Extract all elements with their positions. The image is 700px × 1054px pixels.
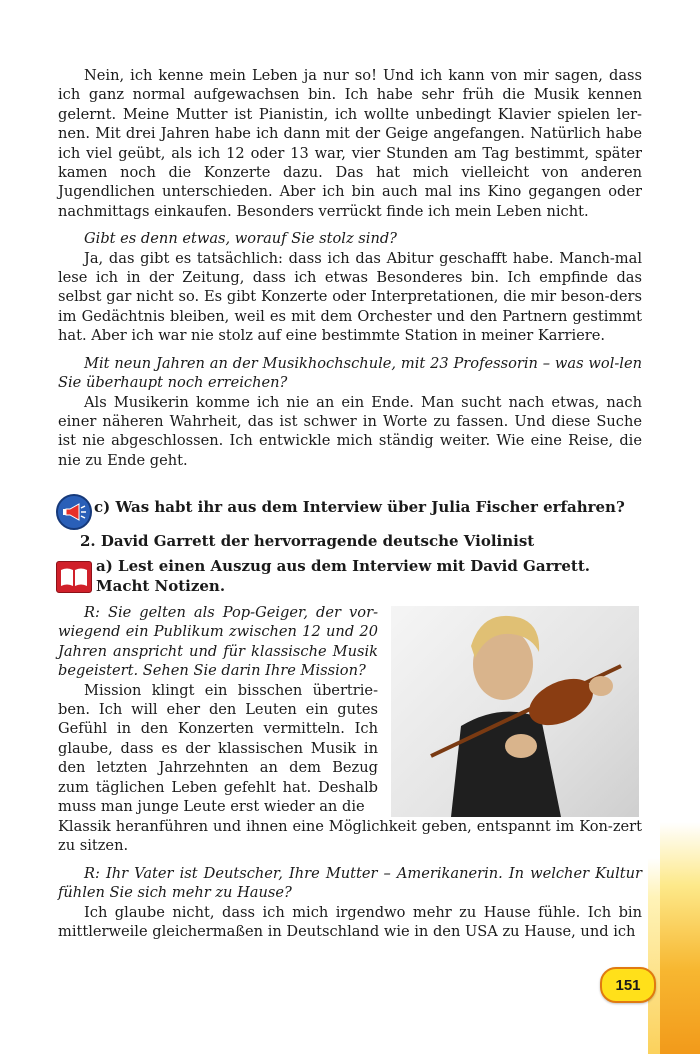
answer-1: Ja, das gibt es tatsächlich: dass ich das Abitur geschafft habe. Manch-mal lese ich in der Zeitung, dass ich etwas Besonderes bin. Ich empfinde das selbst gar nicht so. Es gibt Konzerte oder Interpretationen, die mir beson-ders im Gedächtnis bleiben, weil es mit dem Orchester und den Partnern gestimmt hat. Aber ich war nie stolz auf eine bestimmte Station in meiner Karriere. [58, 249, 642, 345]
answer-3-part-2: Klassik heranführen und ihnen eine Möglichkeit geben, entspannt im Kon-zert zu sitzen. [58, 818, 642, 855]
question-3: R: Sie gelten als Pop-Geiger, der vor-wiegend ein Publikum zwischen 12 und 20 Jahren anspricht und für klassische Musik begeistert. Sehen Sie darin Ihre Mission? [58, 604, 378, 680]
paragraph-1: Nein, ich kenne mein Leben ja nur so! Und ich kann von mir sagen, dass ich ganz normal aufgewachsen bin. Ich habe sehr früh die Musik kennen gelernt. Meine Mutter ist Pianistin, ich wollte unbedingt Klavier spielen ler-nen. Mit drei Jahren habe ich dann mit der Geige angefangen. Natürlich habe ich viel geübt, als ich 12 oder 13 war, vier Stunden am Tag bestimmt, später kamen noch die Konzerte dazu. Das hat mich vielleicht von anderen Jugendlichen unterschieden. Aber ich bin auch mal ins Kino gegangen oder nachmittags einkaufen. Besonders verrückt finde ich mein Leben nicht. [58, 67, 642, 220]
answer-2: Als Musikerin komme ich nie an ein Ende. Man sucht nach etwas, nach einer näheren Wahrheit, das ist schwer in Worte zu fassen. Und diese Suche ist nie abgeschlossen. Ich entwickle mich ständig weiter. Wie eine Reise, die nie zu Ende geht. [58, 393, 642, 469]
interview-text-block [58, 66, 642, 470]
answer-4: Ich glaube nicht, dass ich mich irgendwo mehr zu Hause fühle. Ich bin mittlerweile gleichermaßen in Deutschland wie in den USA zu Hause, und ich [58, 903, 642, 941]
page-edge-color-bar [660, 0, 700, 1054]
question-2: Mit neun Jahren an der Musikhochschule, mit 23 Professorin – was wol-len Sie überhaupt noch erreichen? [58, 354, 642, 392]
page-number: 151 [600, 967, 656, 1003]
task-c-prompt: c) Was habt ihr aus dem Interview über Julia Fischer erfahren? [94, 498, 625, 516]
book-icon [56, 561, 92, 593]
violinist-photo [391, 606, 639, 817]
section-heading: 2. David Garrett der hervorragende deutsche Violinist [80, 532, 535, 550]
question-4: R: Ihr Vater ist Deutscher, Ihre Mutter – Amerikanerin. In welcher Kultur fühlen Sie sich mehr zu Hause? [58, 864, 642, 902]
page-edge-strip [648, 858, 660, 1054]
task-a-prompt: a) Lest einen Auszug aus dem Interview mit David Garrett. Macht Notizen. [96, 557, 591, 595]
interview-garrett-continued [58, 817, 642, 941]
question-1: Gibt es denn etwas, worauf Sie stolz sind? [84, 230, 398, 248]
megaphone-icon [56, 494, 92, 530]
interview-garrett-wrapped [58, 603, 378, 816]
answer-3-part-1: Mission klingt ein bisschen übertrie-ben. Ich will eher den Leuten ein gutes Gefühl in den Konzerten vermitteln. Ich glaube, dass es der klassischen Musik in den letzten Jahrzehnten an dem Bezug zum täglichen Leben gefehlt hat. Deshalb muss man junge Leute erst wieder an die [58, 681, 378, 816]
